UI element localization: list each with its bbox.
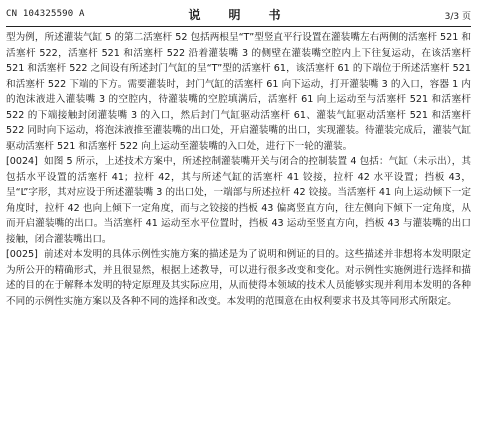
patent-number: CN 104325590 A xyxy=(6,9,85,19)
paragraph-number: [0025] xyxy=(6,249,38,260)
paragraph-continuation xyxy=(6,30,471,154)
header-divider xyxy=(6,26,471,27)
page-number: 3/3 页 xyxy=(444,12,471,22)
paragraph-0024 xyxy=(6,154,471,247)
paragraph-0025 xyxy=(6,247,471,309)
page-header xyxy=(6,6,471,24)
document-body xyxy=(6,30,471,309)
document-title: 说 明 书 xyxy=(188,8,289,22)
paragraph-number: [0024] xyxy=(6,156,38,167)
paragraph-text: 如图 5 所示，上述技术方案中，所述控制灌装嘴开关与闭合的控制装置 4 包括：气缸（未示出），其包括水平设置的活塞杆 41；拉杆 42，其与所述气缸的活塞杆 41 铰接，拉杆 42 水平设置；挡板 43，呈“L”字形，其对应设于所述灌装嘴 3 的出口处，一端部与所述拉杆 42 铰接。当活塞杆 41 向上运动倾下一定角度时，拉杆 42 也向上倾下一定角度，而与之铰接的挡板 43 偏离竖直方向，往左侧向下倾下一定角度，从而开启灌装嘴的出口。当活塞杆 41 运动至水平位置时，挡板 43 运动至竖直方向，挡板 43 与灌装嘴的出口接触，闭合灌装嘴出口。 xyxy=(6,156,471,245)
paragraph-text: 前述对本发明的具体示例性实施方案的描述是为了说明和例证的目的。这些描述并非想将本发明限定为所公开的精确形式，并且很显然，根据上述教导，可以进行很多改变和变化。对示例性实施例进行选择和描述的目的在于解释本发明的特定原理及其实际应用，从而使得本领域的技术人员能够实现并利用本发明的各种不同的示例性实施方案以及各种不同的选择和改变。本发明的范围意在由权利要求书及其等同形式所限定。 xyxy=(6,249,471,307)
paragraph-text: 型为例，所述灌装气缸 5 的第二活塞杆 52 包括两根呈“T”型竖直平行设置在灌装嘴左右两侧的活塞杆 521 和活塞杆 522，活塞杆 521 和活塞杆 522 沿着灌装嘴 3 的侧壁在灌装嘴空腔内上下往复运动，在该活塞杆 521 和活塞杆 522 之间设有所述封门气缸的呈“T”型的活塞杆 61，该活塞杆 61 的下端位于所述活塞杆 521 和活塞杆 522 下端的下方。需要灌装时，封门气缸的活塞杆 61 向下运动，打开灌装嘴 3 的入口，容器 1 内的泡沫液进入灌装嘴 3 的空腔内，待灌装嘴的空腔填满后，活塞杆 61 向上运动至与活塞杆 521 和活塞杆 522 的下端接触封闭灌装嘴 3 的入口，然后封门气缸驱动活塞杆 61、灌装气缸驱动活塞杆 521 和活塞杆 522 同时向下运动，将泡沫液推至灌装嘴的出口处，开启灌装嘴的出口，实现灌装。待灌装完成后，灌装气缸驱动活塞杆 521 和活塞杆 522 向上运动至灌装嘴的入口处，进行下一轮的灌装。 xyxy=(6,32,471,152)
